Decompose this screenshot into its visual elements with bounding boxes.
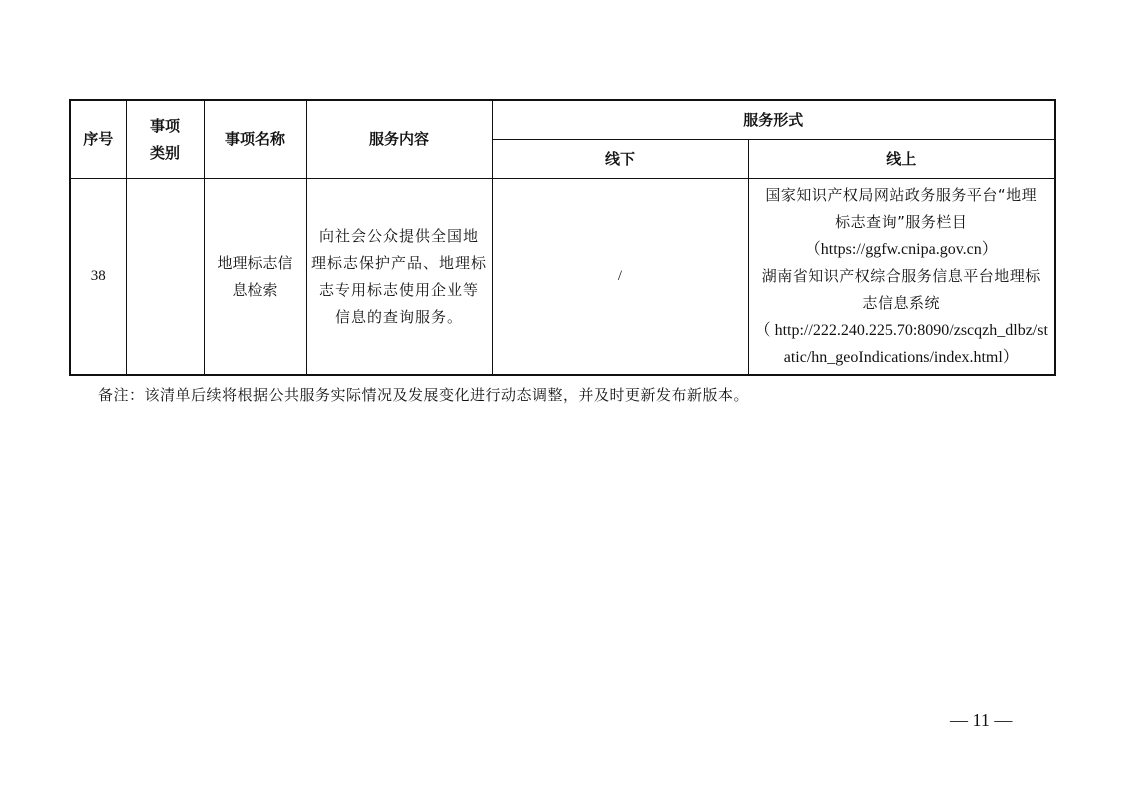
- cell-online: [748, 179, 1055, 376]
- content-line: 理标志保护产品、地理标: [310, 253, 487, 272]
- cell-item-name: [204, 179, 306, 376]
- cell-service-content: [306, 179, 492, 376]
- table-row: [70, 179, 1055, 376]
- service-table: [69, 99, 1056, 376]
- cell-category: [126, 179, 204, 376]
- content-line: 信息的查询服务。: [334, 307, 463, 326]
- header-seq: 序号: [70, 100, 126, 179]
- header-service-content: 服务内容: [306, 100, 492, 179]
- header-item-name: 事项名称: [204, 100, 306, 179]
- footnote: 备注：该清单后续将根据公共服务实际情况及发展变化进行动态调整，并及时更新发布新版本。: [98, 386, 750, 404]
- item-name-line: 息检索: [232, 280, 278, 299]
- cell-seq: 38: [70, 179, 126, 376]
- online-line: 国家知识产权局网站政务服务平台“地理: [765, 186, 1038, 204]
- item-name-line: 地理标志信: [217, 253, 293, 272]
- header-category: [126, 100, 204, 179]
- header-category-line2: 类别: [149, 143, 180, 162]
- online-line: 志信息系统: [862, 294, 941, 312]
- content-line: 向社会公众提供全国地: [318, 226, 479, 245]
- online-url-hunan[interactable]: （ http://222.240.225.70:8090/zscqzh_dlbz/st: [754, 322, 1048, 339]
- online-url-cnipa[interactable]: （https://ggfw.cnipa.gov.cn）: [804, 241, 998, 258]
- cell-offline: /: [492, 179, 748, 376]
- header-service-form: 服务形式: [492, 100, 1055, 140]
- page-number: — 11 —: [950, 710, 1013, 730]
- online-line: 湖南省知识产权综合服务信息平台地理标: [761, 267, 1041, 285]
- header-online: 线上: [748, 140, 1055, 179]
- header-category-line1: 事项: [149, 116, 180, 135]
- online-line: 标志查询”服务栏目: [835, 213, 968, 231]
- content-line: 志专用标志使用企业等: [318, 280, 479, 299]
- online-url-hunan-cont[interactable]: atic/hn_geoIndications/index.html）: [783, 349, 1019, 366]
- header-row-1: [70, 100, 1055, 140]
- header-offline: 线下: [492, 140, 748, 179]
